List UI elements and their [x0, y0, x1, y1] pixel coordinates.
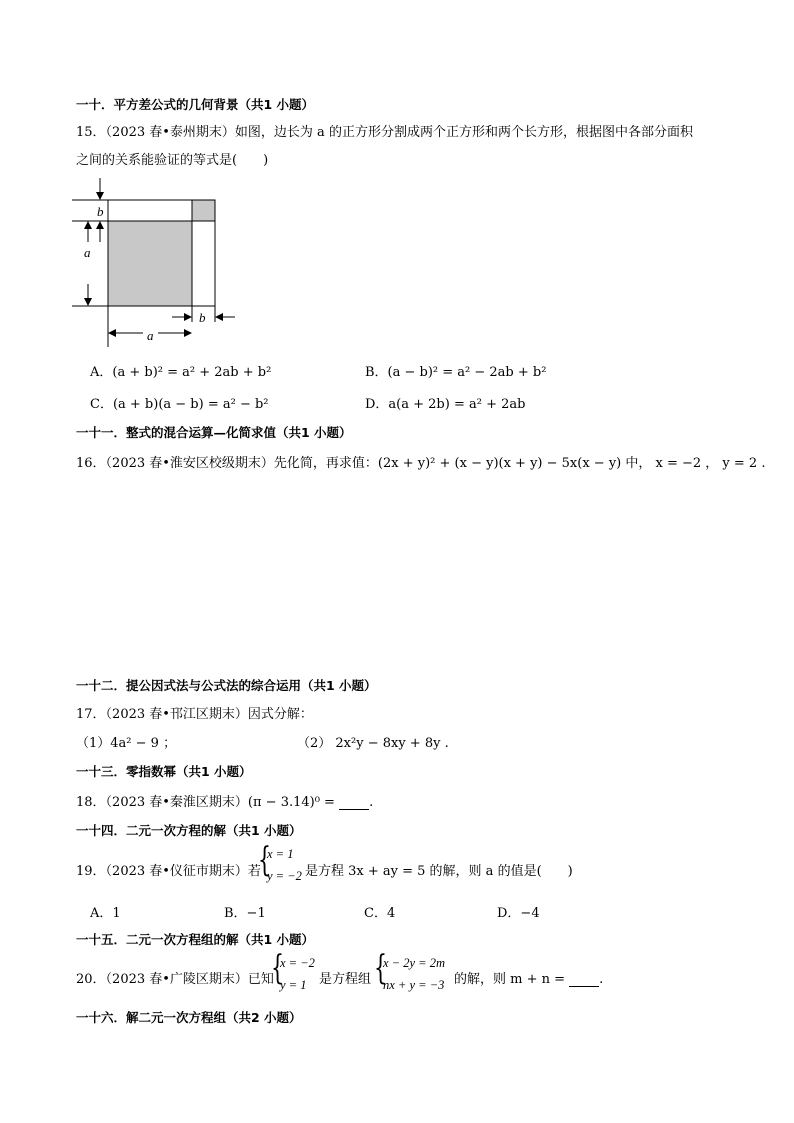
section-heading-10: 一十．平方差公式的几何背景（共1 小题） — [76, 97, 315, 112]
small-square-b — [192, 200, 215, 221]
large-square-a — [108, 221, 192, 306]
question-18-prefix: 18．（2023 春•秦淮区期末）(π − 3.14)⁰ = — [76, 795, 335, 810]
section-heading-11: 一十一．整式的混合运算—化简求值（共1 小题） — [76, 425, 352, 440]
question-20-middle: 是方程组 — [319, 972, 372, 987]
section-heading-13: 一十三．零指数幂（共1 小题） — [76, 764, 252, 779]
q19-system-line1: x = 1 — [267, 847, 294, 861]
label-a-bottom: a — [147, 328, 154, 343]
brace-icon: { — [374, 948, 387, 988]
question-15-line2: 之间的关系能验证的等式是( ) — [76, 153, 269, 168]
q19-system-line2: y = −2 — [267, 869, 302, 883]
square-partition-figure — [68, 172, 248, 352]
question-17-part2: （2） 2x²y − 8xy + 8y . — [297, 736, 449, 751]
brace-icon: { — [271, 948, 284, 988]
question-16: 16．（2023 春•淮安区校级期末）先化简，再求值：(2x + y)² + (x − y)(x + y) − 5x(x − y) 中， x = −2 ， y = 2 . — [76, 456, 766, 471]
question-19-prefix: 19．（2023 春•仪征市期末）若 — [76, 864, 261, 879]
answer-blank[interactable] — [339, 797, 369, 810]
q20-system-line2: nx + y = −3 — [383, 978, 445, 992]
q15-option-b[interactable]: B．(a − b)² = a² − 2ab + b² — [365, 365, 547, 380]
question-20-suffix — [454, 968, 603, 987]
section-heading-16: 一十六．解二元一次方程组（共2 小题） — [76, 1010, 302, 1025]
question-17-part1: （1）4a² − 9 ； — [76, 736, 177, 751]
q19-option-d[interactable]: D．−4 — [497, 906, 540, 921]
label-b-top: b — [97, 204, 104, 219]
q19-option-c[interactable]: C．4 — [364, 906, 396, 921]
question-18 — [76, 791, 373, 810]
question-20-end: . — [599, 972, 604, 987]
question-20-suffix-text: 的解，则 m + n = — [454, 972, 566, 987]
q20-solution-line1: x = −2 — [280, 956, 315, 970]
q19-option-a[interactable]: A．1 — [90, 906, 121, 921]
q15-option-c[interactable]: C．(a + b)(a − b) = a² − b² — [90, 397, 269, 412]
answer-blank[interactable] — [569, 974, 599, 987]
q15-option-a[interactable]: A．(a + b)² = a² + 2ab + b² — [90, 365, 272, 380]
label-a-left: a — [84, 245, 91, 260]
question-15-line1: 15．（2023 春•泰州期末）如图，边长为 a 的正方形分割成两个正方形和两个长方形，根据图中各部分面积 — [76, 125, 693, 140]
question-18-suffix: . — [369, 795, 374, 810]
section-heading-12: 一十二．提公因式法与公式法的综合运用（共1 小题） — [76, 678, 377, 693]
q20-solution-line2: y = 1 — [280, 978, 307, 992]
q15-option-d[interactable]: D．a(a + 2b) = a² + 2ab — [365, 397, 526, 412]
section-heading-15: 一十五．二元一次方程组的解（共1 小题） — [76, 932, 315, 947]
question-17: 17．（2023 春•邗江区期末）因式分解： — [76, 707, 313, 722]
label-b-right: b — [199, 310, 206, 325]
q20-system-line1: x − 2y = 2m — [383, 956, 445, 970]
section-heading-14: 一十四．二元一次方程的解（共1 小题） — [76, 823, 302, 838]
q19-option-b[interactable]: B．−1 — [224, 906, 266, 921]
question-20-prefix: 20．（2023 春•广陵区期末）已知 — [76, 972, 274, 987]
question-19-suffix: 是方程 3x + ay = 5 的解，则 a 的值是( ) — [305, 864, 573, 879]
brace-icon: { — [258, 840, 271, 880]
